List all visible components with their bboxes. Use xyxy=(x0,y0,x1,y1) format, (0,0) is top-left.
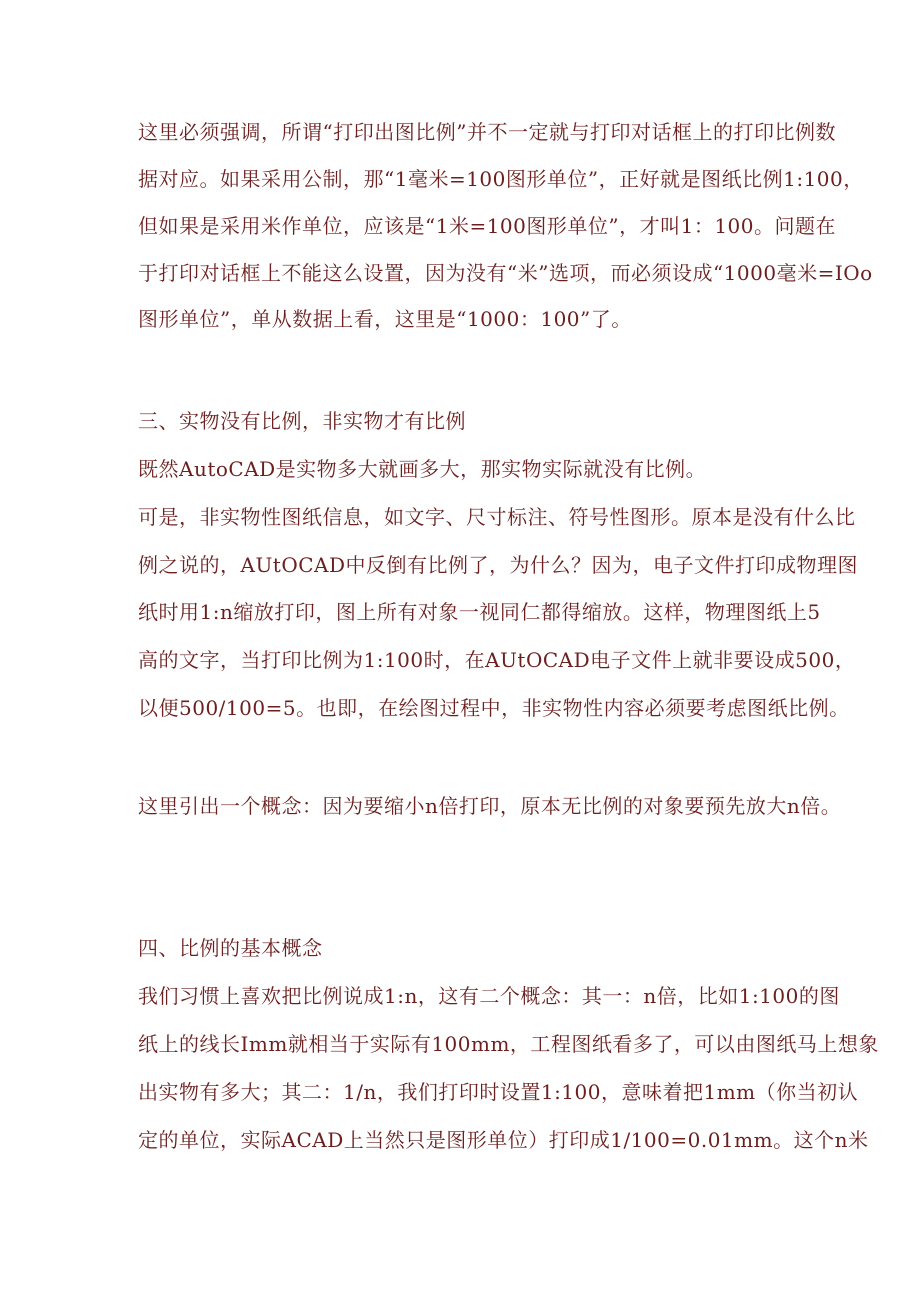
paragraph-1-line-3: 但如果是采用米作单位，应该是“1米=100图形单位”，才叫1：100。问题在 xyxy=(138,214,837,238)
paragraph-5-line-3: 出实物有多大；其二：1/n，我们打印时设置1:100，意味着把1mm（你当初认 xyxy=(138,1080,859,1104)
paragraph-3-line-4: 高的文字，当打印比例为1:100时，在AUtOCAD电子文件上就非要设成500， xyxy=(138,648,856,672)
paragraph-5-line-2: 纸上的线长Imm就相当于实际有100mm，工程图纸看多了，可以由图纸马上想象 xyxy=(138,1032,879,1056)
paragraph-4-line-1: 这里引出一个概念：因为要缩小n倍打印，原本无比例的对象要预先放大n倍。 xyxy=(138,794,842,818)
paragraph-3-line-3: 纸时用1:n缩放打印，图上所有对象一视同仁都得缩放。这样，物理图纸上5 xyxy=(138,600,821,624)
paragraph-1-line-4: 于打印对话框上不能这么设置，因为没有“米”选项，而必须设成“1000毫米=IOo xyxy=(138,261,873,285)
paragraph-5-line-4: 定的单位，实际ACAD上当然只是图形单位）打印成1/100=0.01mm。这个n米 xyxy=(138,1128,869,1152)
paragraph-5-line-1: 我们习惯上喜欢把比例说成1:n，这有二个概念：其一：n倍，比如1:100的图 xyxy=(138,984,840,1008)
paragraph-2-line-1: 既然AutoCAD是实物多大就画多大，那实物实际就没有比例。 xyxy=(138,457,707,481)
section-heading-4: 四、比例的基本概念 xyxy=(138,936,323,960)
paragraph-3-line-5: 以便500/100=5。也即，在绘图过程中，非实物性内容必须要考虑图纸比例。 xyxy=(138,696,850,720)
paragraph-3-line-2: 例之说的，AUtOCAD中反倒有比例了，为什么？因为，电子文件打印成物理图 xyxy=(138,553,859,577)
paragraph-3-line-1: 可是，非实物性图纸信息，如文字、尺寸标注、符号性图形。原本是没有什么比 xyxy=(138,505,856,529)
paragraph-1-line-5: 图形单位”，单从数据上看，这里是“1000：100”了。 xyxy=(138,307,632,331)
paragraph-1-line-2: 据对应。如果采用公制，那“1毫米=100图形单位”，正好就是图纸比例1:100， xyxy=(138,167,864,191)
section-heading-3: 三、实物没有比例，非实物才有比例 xyxy=(138,409,466,433)
paragraph-1-line-1: 这里必须强调，所谓“打印出图比例”并不一定就与打印对话框上的打印比例数 xyxy=(138,120,836,144)
